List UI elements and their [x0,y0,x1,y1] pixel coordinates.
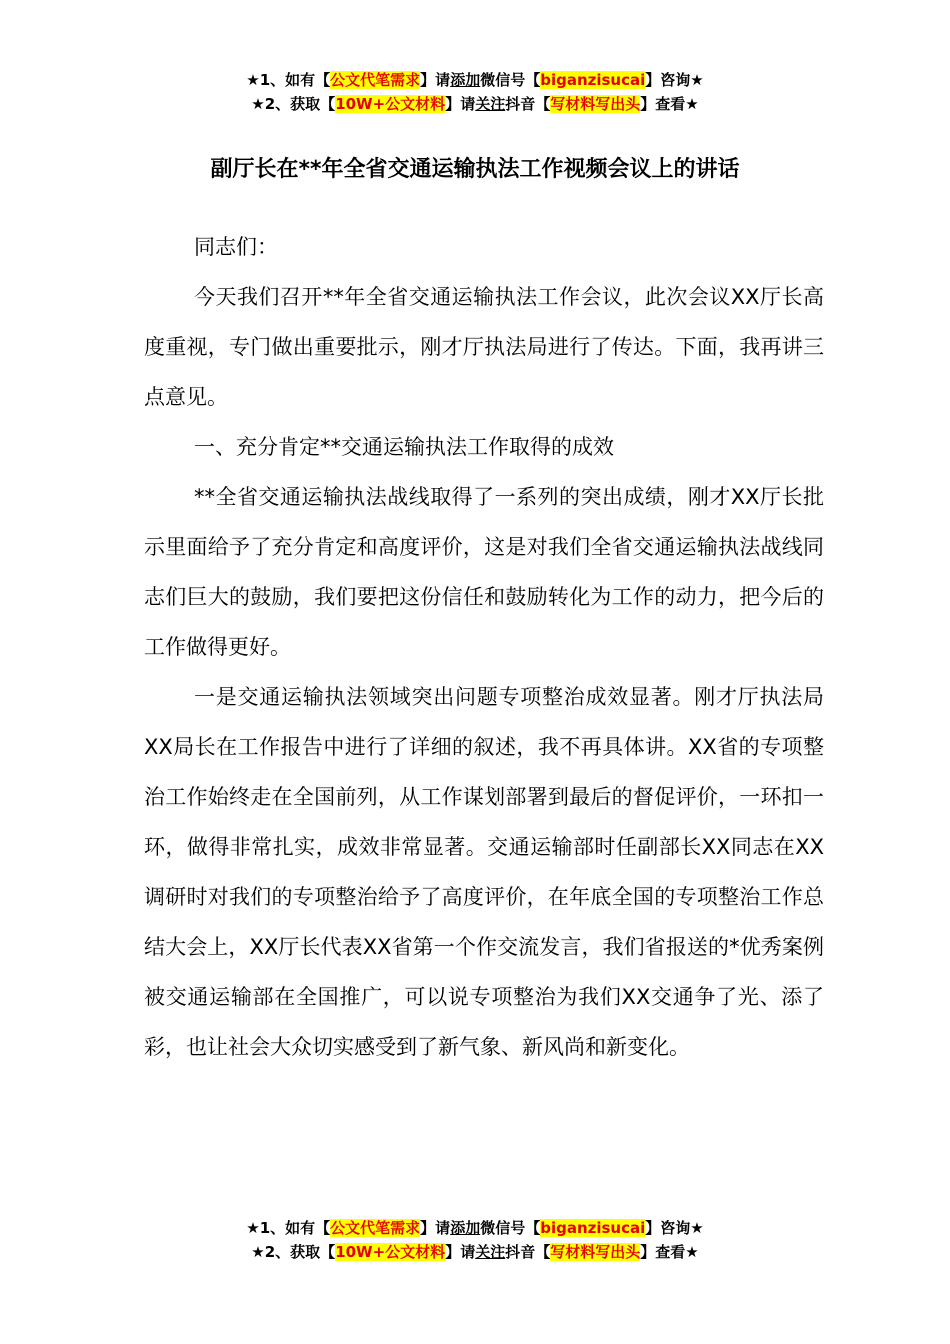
banner-text: 微信号【 [480,1219,541,1237]
banner-text: 】查看★ [640,1243,699,1261]
banner-highlight: 公文代笔需求 [330,1219,421,1237]
banner-underline: 添加 [450,1219,481,1237]
banner-text: ★1、如有【 [246,1219,331,1237]
banner-text: ★1、如有【 [246,71,331,89]
paragraph: 一是交通运输执法领域突出问题专项整治成效显著。刚才厅执法局XX局长在工作报告中进行了详细的叙述，我不再具体讲。XX省的专项整治工作始终走在全国前列，从工作谋划部署到最后的督促评价，一环扣一环，做得非常扎实，成效非常显著。交通运输部时任副部长XX同志在XX调研时对我们的专项整治给予了高度评价，在年底全国的专项整治工作总结大会上，XX厅长代表XX省第一个作交流发言，我们省报送的*优秀案例被交通运输部在全国推广，可以说专项整治为我们XX交通争了光、添了彩，也让社会大众切实感受到了新气象、新风尚和新变化。 [144,685,824,1059]
banner-highlight: 10W+公文材料 [335,95,446,113]
document-body [144,222,824,1072]
banner-text: 】咨询★ [645,1219,704,1237]
banner-text: 】咨询★ [645,71,704,89]
banner-underline: 关注 [475,95,506,113]
banner-text: 抖音【 [505,95,551,113]
banner-text: 抖音【 [505,1243,551,1261]
page-title: 副厅长在**年全省交通运输执法工作视频会议上的讲话 [210,157,740,182]
banner-text: 】请 [420,1219,451,1237]
banner-highlight: 10W+公文材料 [335,1243,446,1261]
banner-underline: 关注 [475,1243,506,1261]
banner-text: 微信号【 [480,71,541,89]
banner-highlight: biganzisucai [540,1219,646,1237]
paragraph: 今天我们召开**年全省交通运输执法工作会议，此次会议XX厅长高度重视，专门做出重要批示，刚才厅执法局进行了传达。下面，我再讲三点意见。 [144,285,824,409]
banner-highlight: 公文代笔需求 [330,71,421,89]
section-heading: 一、充分肯定**交通运输执法工作取得的成效 [194,435,614,459]
footer-banner [0,1216,950,1264]
salutation: 同志们： [194,235,278,259]
banner-line-2 [0,1240,950,1264]
banner-text: 】查看★ [640,95,699,113]
banner-line-2 [0,92,950,116]
banner-text: 】请 [445,95,476,113]
banner-line-1 [0,68,950,92]
banner-text: 】请 [420,71,451,89]
banner-text: ★2、获取【 [251,95,336,113]
banner-text: ★2、获取【 [251,1243,336,1261]
header-banner [0,68,950,116]
banner-line-1 [0,1216,950,1240]
paragraph: **全省交通运输执法战线取得了一系列的突出成绩，刚才XX厅长批示里面给予了充分肯定和高度评价，这是对我们全省交通运输执法战线同志们巨大的鼓励，我们要把这份信任和鼓励转化为工作的动力，把今后的工作做得更好。 [144,485,824,659]
banner-highlight: 写材料写出头 [550,1243,641,1261]
banner-text: 】请 [445,1243,476,1261]
banner-underline: 添加 [450,71,481,89]
banner-highlight: biganzisucai [540,71,646,89]
banner-highlight: 写材料写出头 [550,95,641,113]
